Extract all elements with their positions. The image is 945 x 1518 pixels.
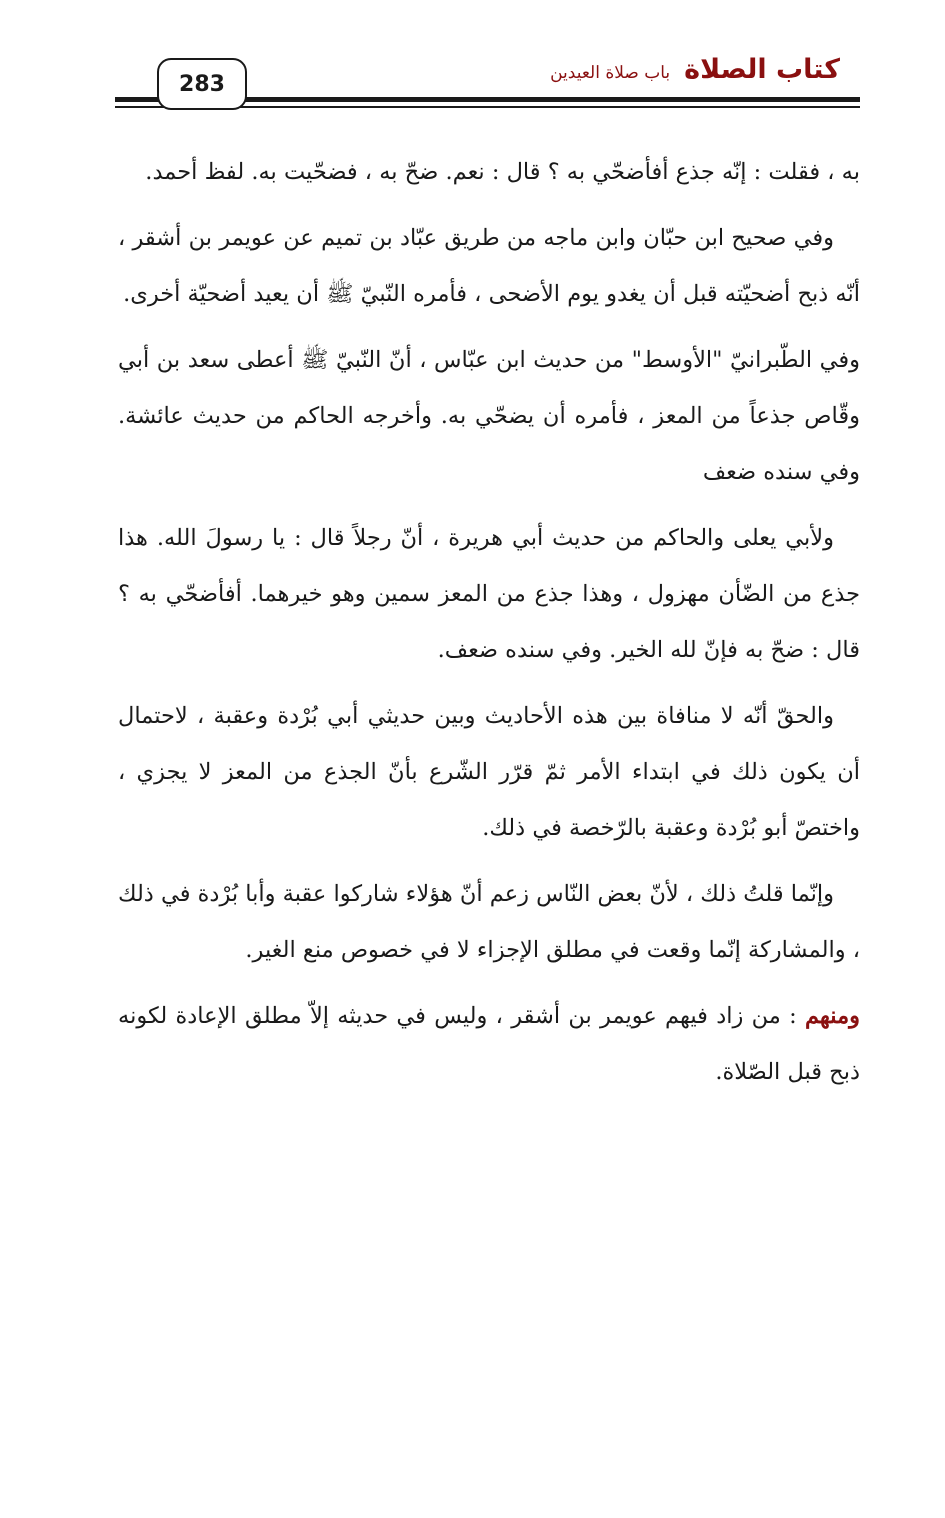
paragraph-2: وفي صحيح ابن حبّان وابن ماجه من طريق عبّاد بن تميم عن عويمر بن أشقر ، أنّه ذبح أضحيّته قبل أن يغدو يوم الأضحى ، فأمره النّبيّ ﷺ أن يعيد أضحيّة أخرى. (118, 225, 860, 307)
paragraph-1: به ، فقلت : إنّه جذع أفأضحّي به ؟ قال : نعم. ضحّ به ، فضحّيت به. لفظ أحمد. (145, 159, 860, 185)
page-number: 283 (157, 58, 247, 110)
page-body (118, 144, 860, 1110)
paragraph-6: وإنّما قلتُ ذلك ، لأنّ بعض النّاس زعم أنّ هؤلاء شاركوا عقبة وأبا بُرْدة في ذلك ، والمشاركة إنّما وقعت في مطلق الإجزاء لا في خصوص منع الغير. (117, 881, 860, 963)
paragraph-7-lead: ومنهم (804, 1003, 860, 1029)
paragraph-7 (118, 988, 860, 1100)
paragraph-7-text: : من زاد فيهم عويمر بن أشقر ، وليس في حديثه إلاّ مطلق الإعادة لكونه ذبح قبل الصّلاة. (118, 1003, 860, 1085)
book-title: كتاب الصلاة (684, 54, 840, 85)
paragraph-3: وفي الطّبرانيّ "الأوسط" من حديث ابن عبّاس ، أنّ النّبيّ ﷺ أعطى سعد بن أبي وقّاص جذعاً من المعز ، فأمره أن يضحّي به. وأخرجه الحاكم من حديث عائشة. وفي سنده ضعف (118, 347, 860, 485)
running-head (550, 54, 840, 85)
paragraph-4: ولأبي يعلى والحاكم من حديث أبي هريرة ، أنّ رجلاً قال : يا رسولَ الله. هذا جذع من الضّأن مهزول ، وهذا جذع من المعز سمين وهو خيرهما. أفأضحّي به ؟ قال : ضحّ به فإنّ لله الخير. وفي سنده ضعف. (118, 525, 860, 663)
page-header (115, 40, 860, 120)
paragraph-5: والحقّ أنّه لا منافاة بين هذه الأحاديث وبين حديثي أبي بُرْدة وعقبة ، لاحتمال أن يكون ذلك في ابتداء الأمر ثمّ قرّر الشّرع بأنّ الجذع من المعز لا يجزي ، واختصّ أبو بُرْدة وعقبة بالرّخصة في ذلك. (118, 703, 860, 841)
chapter-title: باب صلاة العيدين (550, 63, 671, 83)
